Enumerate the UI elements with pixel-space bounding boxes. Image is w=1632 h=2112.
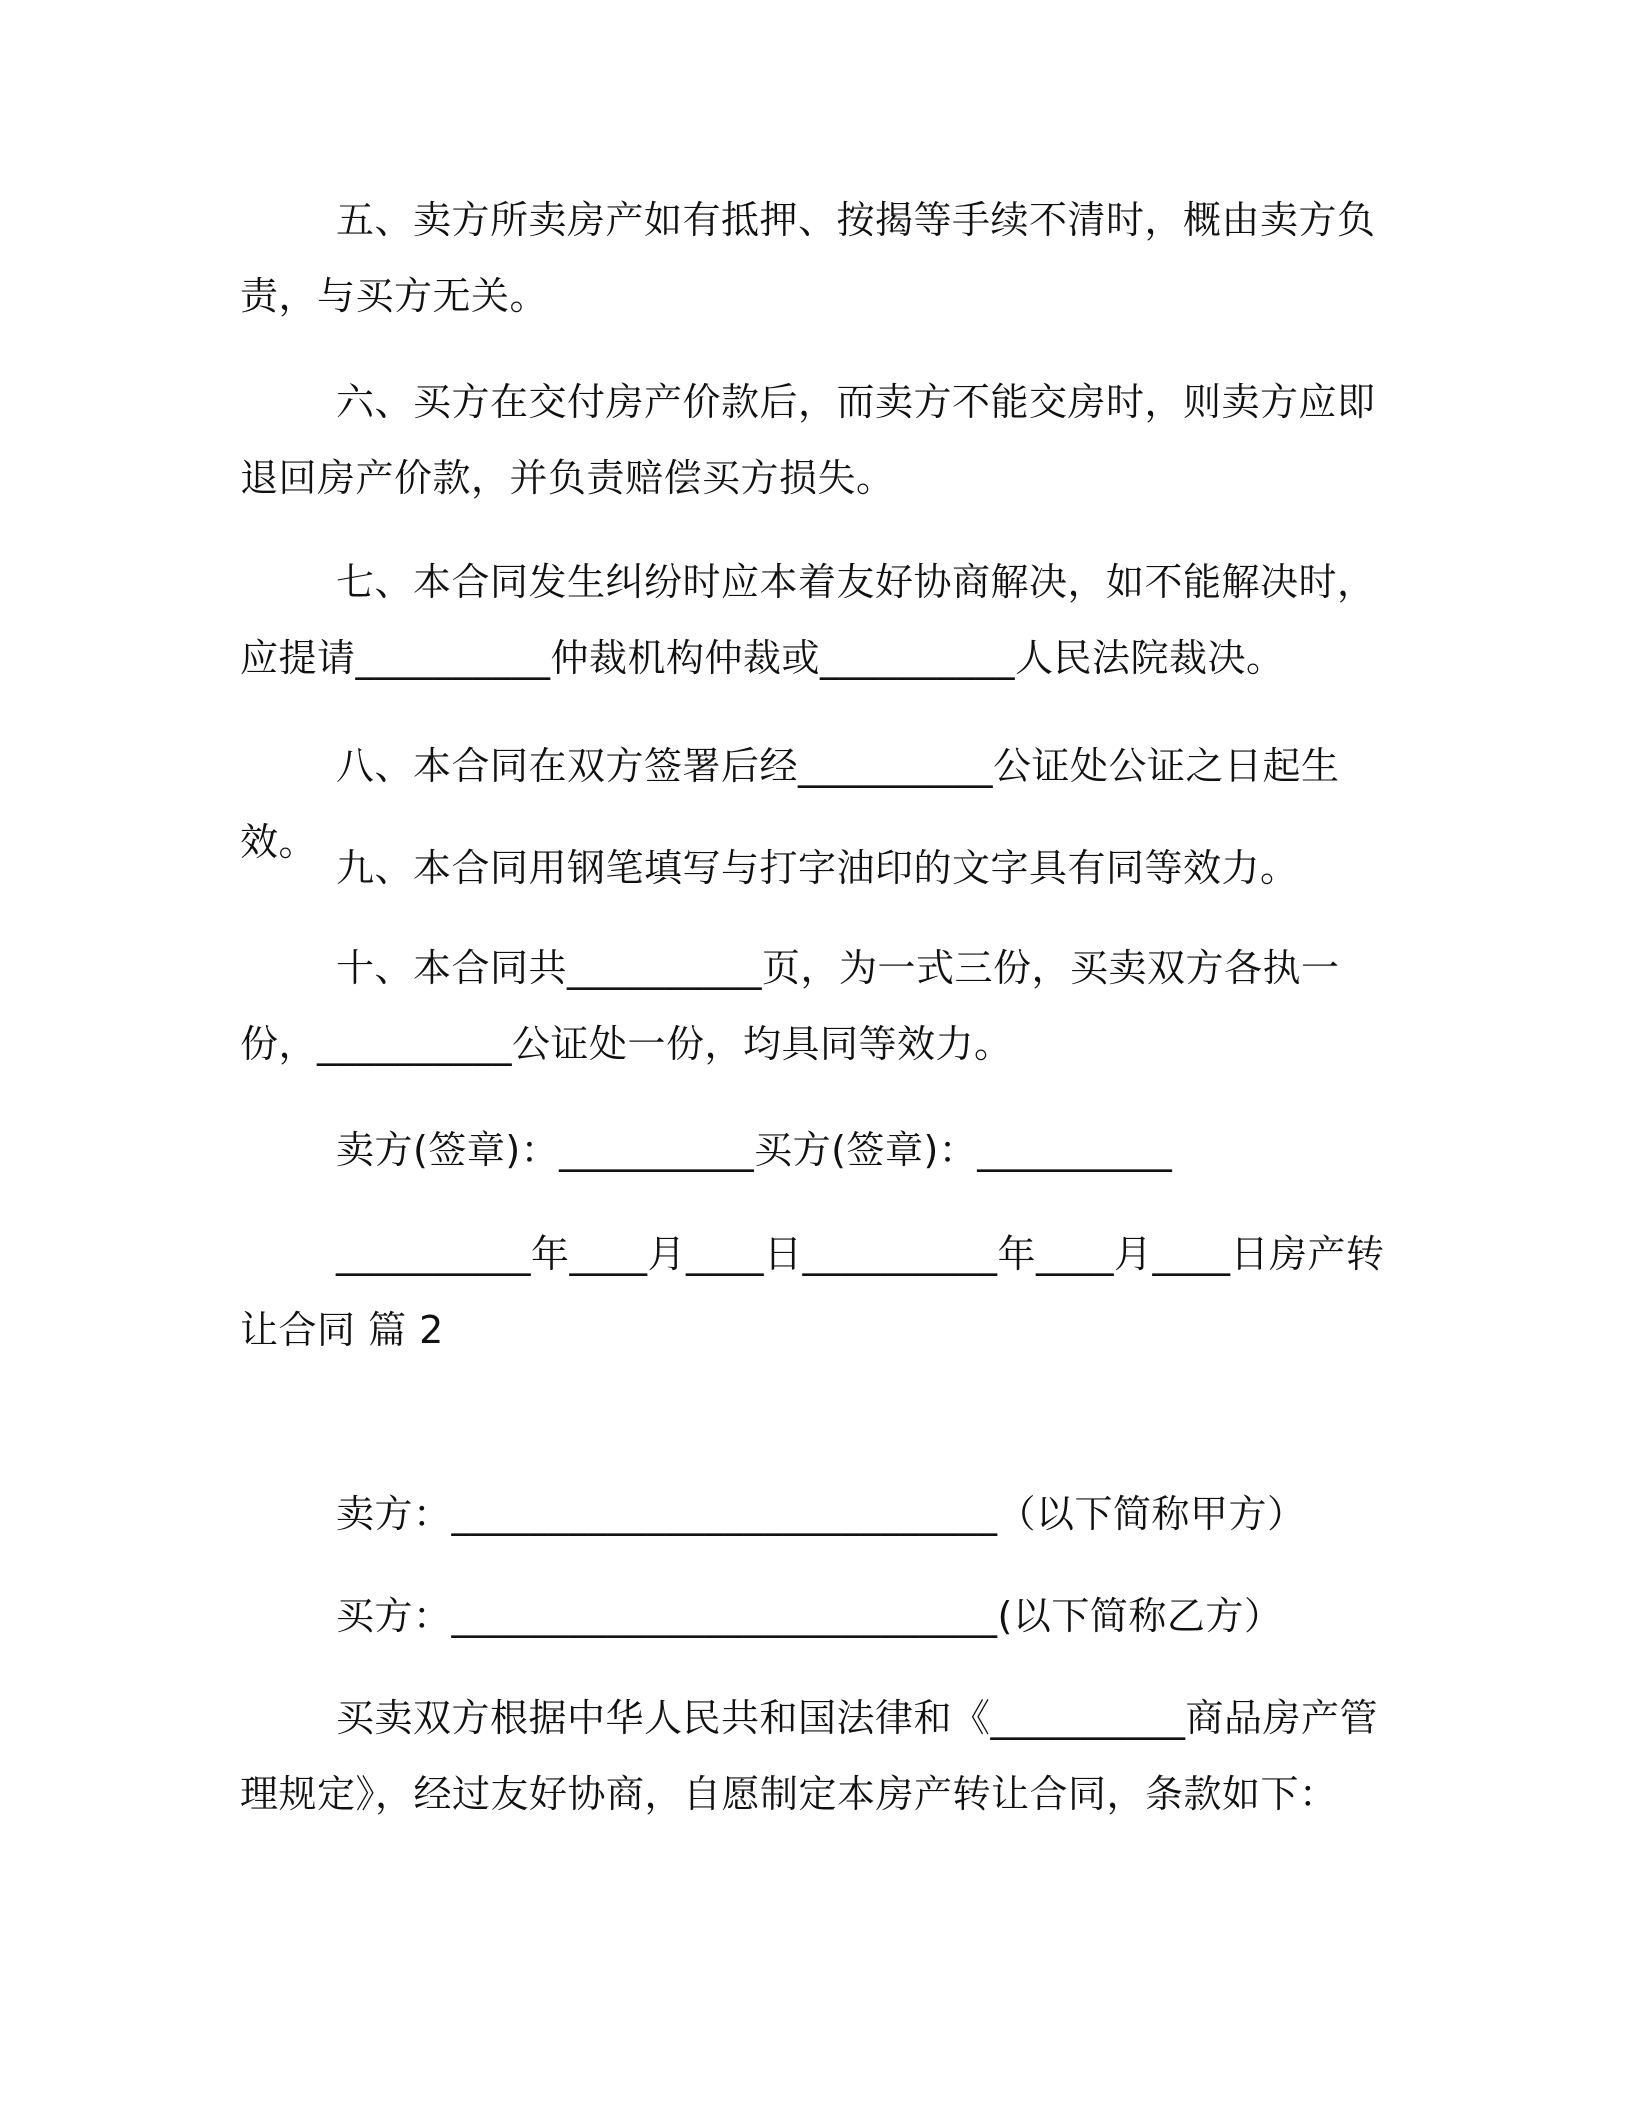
paragraph-8: 八、本合同在双方签署后经__________公证处公证之日起生效。 — [240, 744, 1340, 864]
signature-line: 卖方(签章)：__________买方(签章)：__________ — [336, 1128, 1173, 1172]
paragraph-7: 七、本合同发生纠纷时应本着友好协商解决，如不能解决时，应提请__________仲裁机构仲裁或__________人民法院裁决。 — [240, 560, 1376, 680]
paragraph-6: 六、买方在交付房产价款后，而卖方不能交房时，则卖方应即退回房产价款，并负责赔偿买方损失。 — [240, 380, 1376, 500]
date-and-section-heading: __________年____月____日__________年____月____日房产转让合同 篇 2 — [240, 1232, 1385, 1352]
seller-field-line: 卖方：____________________________（以下简称甲方） — [336, 1492, 1306, 1536]
intro-clause: 买卖双方根据中华人民共和国法律和《__________商品房产管理规定》，经过友好协商，自愿制定本房产转让合同，条款如下： — [240, 1696, 1379, 1816]
paragraph-9: 九、本合同用钢笔填写与打字油印的文字具有同等效力。 — [336, 846, 1299, 890]
paragraph-10: 十、本合同共__________页，为一式三份，买卖双方各执一份，__________公证处一份，均具同等效力。 — [240, 946, 1340, 1066]
buyer-field-line: 买方：____________________________(以下简称乙方） — [336, 1594, 1283, 1638]
paragraph-5: 五、卖方所卖房产如有抵押、按揭等手续不清时，概由卖方负责，与买方无关。 — [240, 198, 1376, 318]
